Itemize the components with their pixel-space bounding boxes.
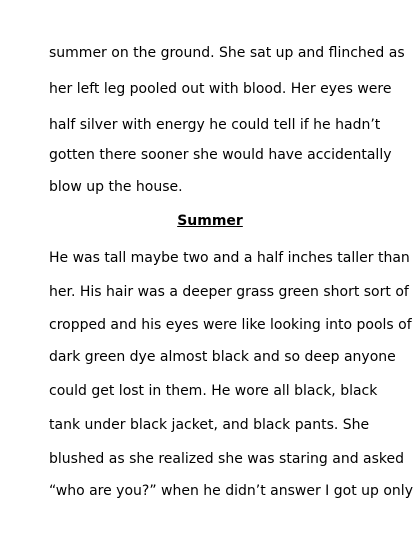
text-line: blow up the house.: [49, 179, 183, 195]
text-line: cropped and his eyes were like looking into pools of: [49, 317, 412, 333]
section-heading: Summer: [177, 213, 243, 229]
text-line: He was tall maybe two and a half inches taller than: [49, 250, 410, 266]
text-line: her left leg pooled out with blood. Her eyes were: [49, 81, 392, 97]
text-line: tank under black jacket, and black pants. She: [49, 417, 370, 433]
text-line: summer on the ground. She sat up and flinched as: [49, 45, 405, 61]
text-line: gotten there sooner she would have accidentally: [49, 147, 392, 163]
text-line: her. His hair was a deeper grass green short sort of: [49, 284, 409, 300]
text-line: blushed as she realized she was staring and asked: [49, 451, 405, 467]
text-line: “who are you?” when he didn’t answer I got up only: [49, 483, 413, 499]
text-line: dark green dye almost black and so deep anyone: [49, 349, 396, 365]
text-line: could get lost in them. He wore all black, black: [49, 383, 378, 399]
text-line: half silver with energy he could tell if he hadn’t: [49, 117, 381, 133]
